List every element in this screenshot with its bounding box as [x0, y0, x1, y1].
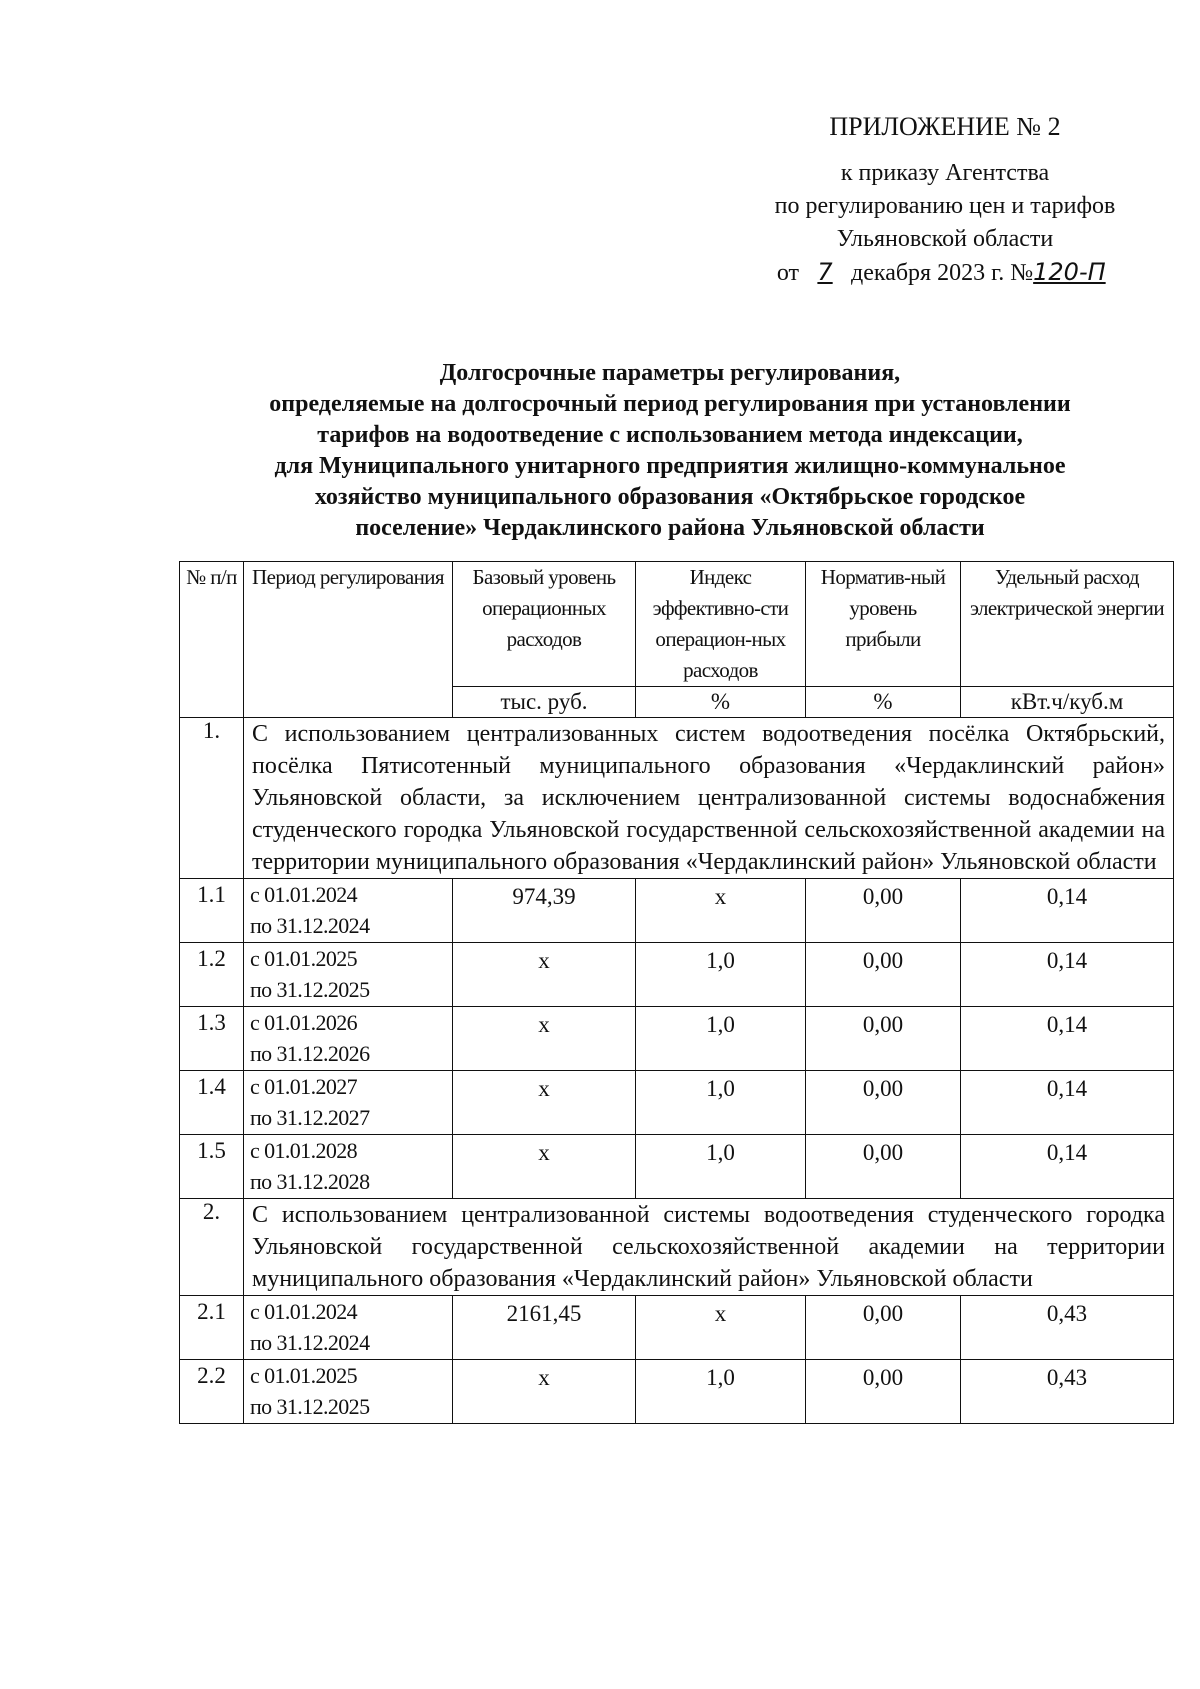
row-base: х — [453, 1360, 636, 1424]
row-period — [244, 1007, 453, 1071]
unit-index: % — [636, 687, 806, 718]
row-period — [244, 879, 453, 943]
header-index: Индекс эффективно-сти операцион-ных расходов — [636, 562, 806, 687]
period-from: с 01.01.2026 — [250, 1010, 358, 1035]
date-prefix: от — [776, 260, 800, 286]
title-line-2: определяемые на долгосрочный период регулирования при установлении — [269, 391, 1071, 417]
row-index: 1,0 — [636, 1007, 806, 1071]
table-row — [180, 1071, 1174, 1135]
row-base: х — [453, 1135, 636, 1199]
appendix-date-line — [720, 256, 1170, 290]
section-text: С использованием централизованной системы водоотведения студенческого городка Ульяновской государственной сельскохозяйственной академии на территории муниципального образования «Чердаклинский район» Ульяновской области — [244, 1199, 1174, 1296]
row-index: 1,0 — [636, 943, 806, 1007]
parameters-table — [179, 561, 1174, 1424]
row-base: х — [453, 1071, 636, 1135]
row-period — [244, 1071, 453, 1135]
unit-base: тыс. руб. — [453, 687, 636, 718]
row-index: х — [636, 1296, 806, 1360]
section-row — [180, 718, 1174, 879]
row-profit: 0,00 — [806, 1296, 961, 1360]
header-profit: Норматив-ный уровень прибыли — [806, 562, 961, 687]
row-index: х — [636, 879, 806, 943]
document-title — [160, 358, 1180, 544]
row-energy: 0,14 — [961, 1135, 1174, 1199]
row-num: 2.1 — [180, 1296, 244, 1360]
row-profit: 0,00 — [806, 1007, 961, 1071]
period-to: по 31.12.2025 — [250, 977, 370, 1002]
row-profit: 0,00 — [806, 1135, 961, 1199]
row-period — [244, 943, 453, 1007]
row-num: 1.1 — [180, 879, 244, 943]
table-row — [180, 1360, 1174, 1424]
period-to: по 31.12.2024 — [250, 1330, 370, 1355]
row-period — [244, 1135, 453, 1199]
row-base: х — [453, 943, 636, 1007]
table-row — [180, 1135, 1174, 1199]
row-num: 1.3 — [180, 1007, 244, 1071]
appendix-block — [720, 110, 1170, 290]
row-profit: 0,00 — [806, 943, 961, 1007]
section-text: С использованием централизованных систем водоотведения посёлка Октябрьский, посёлка Пятисотенный муниципального образования «Чердаклинский район» Ульяновской области, за исключением централизованной системы водоснабжения студенческого городка Ульяновской государственной сельскохозяйственной академии на территории муниципального образования «Чердаклинский район» Ульяновской области — [244, 718, 1174, 879]
appendix-line-1: к приказу Агентства — [840, 160, 1050, 186]
period-from: с 01.01.2025 — [250, 946, 358, 971]
period-from: с 01.01.2027 — [250, 1074, 358, 1099]
handwritten-order-number: 120-П — [1033, 258, 1106, 286]
unit-profit: % — [806, 687, 961, 718]
unit-energy: кВт.ч/куб.м — [961, 687, 1174, 718]
header-num: № п/п — [180, 562, 244, 718]
row-energy: 0,14 — [961, 1007, 1174, 1071]
title-line-4: для Муниципального унитарного предприятия жилищно-коммунальное — [274, 453, 1066, 479]
period-from: с 01.01.2028 — [250, 1138, 358, 1163]
row-energy: 0,43 — [961, 1360, 1174, 1424]
row-energy: 0,43 — [961, 1296, 1174, 1360]
row-period — [244, 1296, 453, 1360]
row-num: 1.4 — [180, 1071, 244, 1135]
section-num: 1. — [180, 718, 244, 879]
period-to: по 31.12.2025 — [250, 1394, 370, 1419]
header-row — [180, 562, 1174, 687]
table-row — [180, 1007, 1174, 1071]
row-profit: 0,00 — [806, 1360, 961, 1424]
row-energy: 0,14 — [961, 879, 1174, 943]
title-line-1: Долгосрочные параметры регулирования, — [439, 360, 901, 386]
period-to: по 31.12.2028 — [250, 1169, 370, 1194]
header-base: Базовый уровень операционных расходов — [453, 562, 636, 687]
row-energy: 0,14 — [961, 1071, 1174, 1135]
row-period — [244, 1360, 453, 1424]
handwritten-day: 7 — [817, 258, 833, 286]
period-from: с 01.01.2025 — [250, 1363, 358, 1388]
row-profit: 0,00 — [806, 879, 961, 943]
appendix-line-2: по регулированию цен и тарифов — [774, 193, 1116, 219]
section-num: 2. — [180, 1199, 244, 1296]
header-period: Период регулирования — [244, 562, 453, 718]
title-line-5: хозяйство муниципального образования «Октябрьское городское — [314, 484, 1026, 510]
table-row — [180, 943, 1174, 1007]
row-index: 1,0 — [636, 1135, 806, 1199]
title-line-3: тарифов на водоотведение с использованием метода индексации, — [317, 422, 1023, 448]
table-row — [180, 1296, 1174, 1360]
header-energy: Удельный расход электрической энергии — [961, 562, 1174, 687]
row-base: 2161,45 — [453, 1296, 636, 1360]
row-index: 1,0 — [636, 1360, 806, 1424]
appendix-title: ПРИЛОЖЕНИЕ № 2 — [829, 112, 1061, 141]
period-to: по 31.12.2026 — [250, 1041, 370, 1066]
row-num: 1.5 — [180, 1135, 244, 1199]
row-base: х — [453, 1007, 636, 1071]
row-index: 1,0 — [636, 1071, 806, 1135]
period-to: по 31.12.2027 — [250, 1105, 370, 1130]
row-profit: 0,00 — [806, 1071, 961, 1135]
period-to: по 31.12.2024 — [250, 913, 370, 938]
table-row — [180, 879, 1174, 943]
title-line-6: поселение» Чердаклинского района Ульяновской области — [355, 515, 985, 541]
row-energy: 0,14 — [961, 943, 1174, 1007]
row-num: 1.2 — [180, 943, 244, 1007]
period-from: с 01.01.2024 — [250, 882, 358, 907]
section-row — [180, 1199, 1174, 1296]
appendix-line-3: Ульяновской области — [836, 226, 1054, 252]
period-from: с 01.01.2024 — [250, 1299, 358, 1324]
row-num: 2.2 — [180, 1360, 244, 1424]
row-base: 974,39 — [453, 879, 636, 943]
date-middle: декабря 2023 г. № — [851, 260, 1034, 286]
